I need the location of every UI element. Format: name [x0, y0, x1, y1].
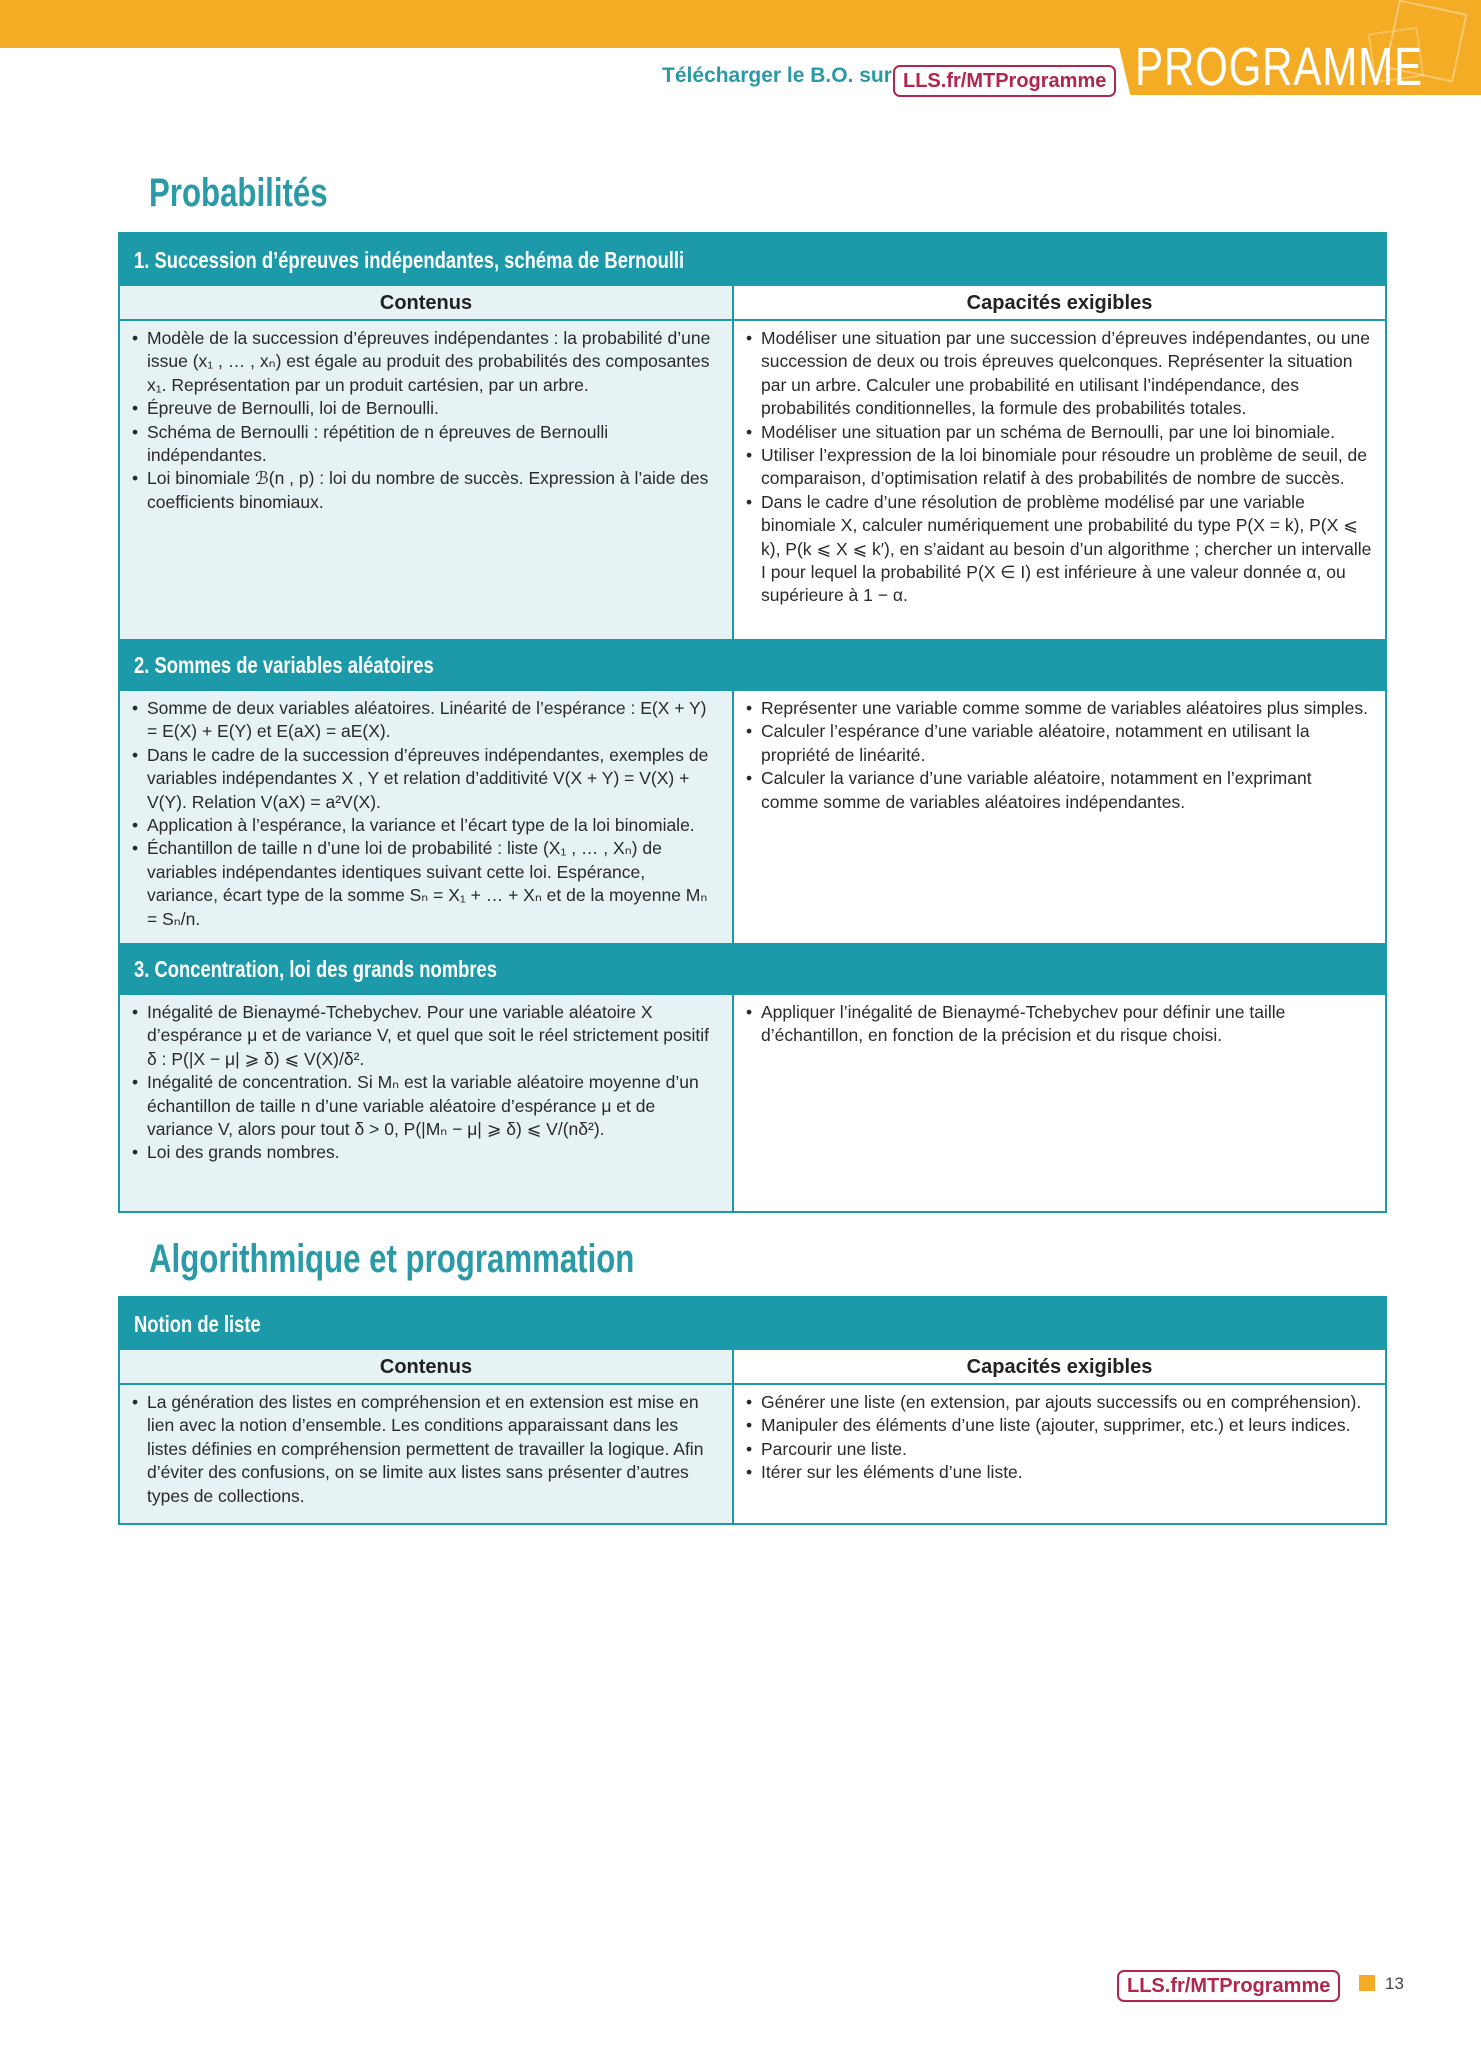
block-header: 1. Succession d’épreuves indépendantes, schéma de Bernoulli [120, 234, 1385, 286]
capacites-list [746, 1001, 1373, 1048]
page-number: 13 [1385, 1974, 1404, 1993]
page-marker-icon [1359, 1975, 1375, 1991]
content-row [120, 995, 1385, 1211]
block-header: Notion de liste [120, 1298, 1385, 1350]
section-title-algorithmique: Algorithmique et programmation [149, 1237, 635, 1281]
section-title-probabilites: Probabilités [149, 171, 328, 215]
list-item: • Épreuve de Bernoulli, loi de Bernoulli. [132, 397, 720, 420]
list-item: • Schéma de Bernoulli : répétition de n épreuves de Bernoulli indépendantes. [132, 421, 720, 468]
list-item: • Modéliser une situation par une succession d’épreuves indépendantes, ou une succession de deux ou trois épreuves quelconques. Représenter la situation par un arbre. Calculer une probabilité en utilisant l’indépendance, des probabilités conditionnelles, la formule des probabilités totales. [746, 327, 1373, 421]
content-row [120, 1385, 1385, 1523]
block-header: 2. Sommes de variables aléatoires [120, 639, 1385, 691]
list-item: • Inégalité de Bienaymé-Tchebychev. Pour une variable aléatoire X d’espérance μ et de variance V, et quel que soit le réel strictement positif δ : P(|X − μ| ⩾ δ) ⩽ V(X)/δ². [132, 1001, 720, 1071]
capacites-list [746, 327, 1373, 608]
list-item: • Appliquer l’inégalité de Bienaymé-Tchebychev pour définir une taille d’échantillon, en fonction de la précision et du risque choisi. [746, 1001, 1373, 1048]
list-item: • Dans le cadre de la succession d’épreuves indépendantes, exemples de variables indépendantes X , Y et relation d’additivité V(X + Y) = V(X) + V(Y). Relation V(aX) = a²V(X). [132, 744, 720, 814]
algo-block [118, 1296, 1387, 1525]
list-item: • Calculer la variance d’une variable aléatoire, notamment en l’exprimant comme somme de variables aléatoires indépendantes. [746, 767, 1373, 814]
list-item: • Somme de deux variables aléatoires. Linéarité de l’espérance : E(X + Y) = E(X) + E(Y) et E(aX) = aE(X). [132, 697, 720, 744]
proba-block-1 [118, 232, 1387, 1213]
contenus-list [132, 327, 720, 514]
list-item: • Modèle de la succession d’épreuves indépendantes : la probabilité d’une issue (x₁ , … , xₙ) est égale au produit des probabilités des composantes x₁. Représentation par un produit cartésien, par un arbre. [132, 327, 720, 397]
list-item: • Échantillon de taille n d’une loi de probabilité : liste (X₁ , … , Xₙ) de variables indépendantes identiques suivant cette loi. Espérance, variance, écart type de la somme Sₙ = X₁ + … + Xₙ et de la moyenne Mₙ = Sₙ/n. [132, 837, 720, 931]
capacites-list [746, 697, 1373, 814]
list-item: • Utiliser l’expression de la loi binomiale pour résoudre un problème de seuil, de comparaison, d’optimisation relatif à des probabilités de nombre de succès. [746, 444, 1373, 491]
list-item: • Itérer sur les éléments d’une liste. [746, 1461, 1373, 1484]
content-row [120, 321, 1385, 639]
footer-link[interactable]: LLS.fr/MTProgramme [1117, 1970, 1340, 2002]
column-headers [120, 286, 1385, 321]
list-item: • Loi des grands nombres. [132, 1141, 720, 1164]
contenus-list [132, 1391, 720, 1508]
contenus-list [132, 697, 720, 931]
contenus-list [132, 1001, 720, 1165]
list-item: • Parcourir une liste. [746, 1438, 1373, 1461]
column-headers [120, 1350, 1385, 1385]
list-item: • Loi binomiale ℬ(n , p) : loi du nombre de succès. Expression à l’aide des coefficients binomiaux. [132, 467, 720, 514]
download-label: Télécharger le B.O. sur [662, 64, 892, 87]
col-header-contenus: Contenus [120, 1350, 734, 1385]
list-item: • Générer une liste (en extension, par ajouts successifs ou en compréhension). [746, 1391, 1373, 1414]
col-header-capacites: Capacités exigibles [734, 286, 1385, 321]
col-header-contenus: Contenus [120, 286, 734, 321]
list-item: • Inégalité de concentration. Si Mₙ est la variable aléatoire moyenne d’un échantillon de taille n d’une variable aléatoire d’espérance μ et de variance V, alors pour tout δ > 0, P(|Mₙ − μ| ⩾ δ) ⩽ V/(nδ²). [132, 1071, 720, 1141]
list-item: • Modéliser une situation par un schéma de Bernoulli, par une loi binomiale. [746, 421, 1373, 444]
col-header-capacites: Capacités exigibles [734, 1350, 1385, 1385]
programme-title: PROGRAMME [1135, 37, 1423, 97]
list-item: • Représenter une variable comme somme de variables aléatoires plus simples. [746, 697, 1373, 720]
content-row [120, 691, 1385, 943]
list-item: • Dans le cadre d’une résolution de problème modélisé par une variable binomiale X, calculer numériquement une probabilité du type P(X = k), P(X ⩽ k), P(k ⩽ X ⩽ k′), en s’aidant au besoin d’un algorithme ; chercher un intervalle I pour lequel la probabilité P(X ∈ I) est inférieure à une valeur donnée α, ou supérieure à 1 − α. [746, 491, 1373, 608]
capacites-list [746, 1391, 1373, 1485]
list-item: • Application à l’espérance, la variance et l’écart type de la loi binomiale. [132, 814, 720, 837]
header-link[interactable]: LLS.fr/MTProgramme [893, 65, 1116, 97]
list-item: • La génération des listes en compréhension et en extension est mise en lien avec la notion d’ensemble. Les conditions apparaissant dans les listes définies en compréhension permettent de travailler la logique. Afin d’éviter des confusions, on se limite aux listes sans présenter d’autres types de collections. [132, 1391, 720, 1508]
list-item: • Calculer l’espérance d’une variable aléatoire, notamment en utilisant la propriété de linéarité. [746, 720, 1373, 767]
list-item: • Manipuler des éléments d’une liste (ajouter, supprimer, etc.) et leurs indices. [746, 1414, 1373, 1437]
block-header: 3. Concentration, loi des grands nombres [120, 943, 1385, 995]
